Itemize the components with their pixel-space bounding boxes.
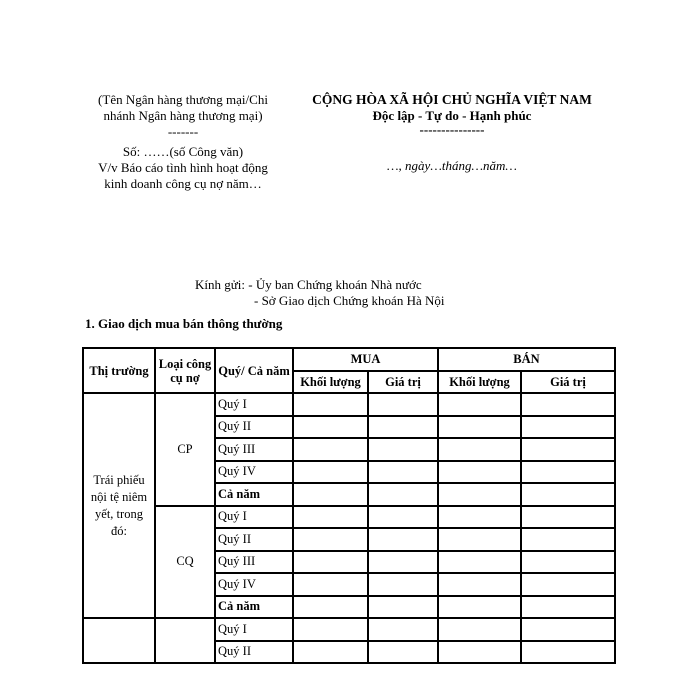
period-cell: Quý III bbox=[215, 438, 293, 461]
value-input-cell[interactable] bbox=[438, 438, 521, 461]
value-input-cell[interactable] bbox=[368, 416, 438, 439]
header-instrument: Loại công cụ nợ bbox=[155, 348, 215, 393]
document-subject: V/v Báo cáo tình hình hoạt động kinh doanh công cụ nợ năm… bbox=[98, 160, 268, 191]
recipient-line-2: - Sở Giao dịch Chứng khoán Hà Nội bbox=[254, 293, 445, 308]
period-cell: Quý IV bbox=[215, 461, 293, 484]
period-cell: Quý I bbox=[215, 506, 293, 529]
recipient-label: Kính gửi: bbox=[195, 277, 246, 292]
header-period: Quý/ Cả năm bbox=[215, 348, 293, 393]
value-input-cell[interactable] bbox=[521, 438, 615, 461]
value-input-cell[interactable] bbox=[293, 461, 368, 484]
value-input-cell[interactable] bbox=[438, 393, 521, 416]
period-cell: Quý I bbox=[215, 393, 293, 416]
value-input-cell[interactable] bbox=[521, 596, 615, 619]
value-input-cell[interactable] bbox=[368, 461, 438, 484]
value-input-cell[interactable] bbox=[368, 393, 438, 416]
date-line: …, ngày…tháng…năm… bbox=[386, 158, 517, 173]
value-input-cell[interactable] bbox=[368, 596, 438, 619]
value-input-cell[interactable] bbox=[293, 528, 368, 551]
header-sell-value: Giá trị bbox=[521, 371, 615, 394]
period-cell: Quý III bbox=[215, 551, 293, 574]
value-input-cell[interactable] bbox=[438, 641, 521, 664]
header-buy: MUA bbox=[293, 348, 438, 371]
table-body bbox=[83, 393, 615, 663]
value-input-cell[interactable] bbox=[293, 596, 368, 619]
value-input-cell[interactable] bbox=[521, 461, 615, 484]
value-input-cell[interactable] bbox=[368, 573, 438, 596]
value-input-cell[interactable] bbox=[368, 551, 438, 574]
value-input-cell[interactable] bbox=[293, 393, 368, 416]
right-divider: --------------- bbox=[419, 122, 485, 137]
value-input-cell[interactable] bbox=[368, 483, 438, 506]
header-buy-value: Giá trị bbox=[368, 371, 438, 394]
value-input-cell[interactable] bbox=[368, 506, 438, 529]
value-input-cell[interactable] bbox=[293, 551, 368, 574]
value-input-cell[interactable] bbox=[521, 528, 615, 551]
document-number: Số: ……(số Công văn) bbox=[122, 144, 244, 159]
value-input-cell[interactable] bbox=[521, 641, 615, 664]
value-input-cell[interactable] bbox=[438, 551, 521, 574]
country-title: CỘNG HÒA XÃ HỘI CHỦ NGHĨA VIỆT NAM bbox=[312, 92, 592, 107]
value-input-cell[interactable] bbox=[368, 618, 438, 641]
value-input-cell[interactable] bbox=[438, 596, 521, 619]
value-input-cell[interactable] bbox=[368, 641, 438, 664]
value-input-cell[interactable] bbox=[438, 483, 521, 506]
period-cell: Quý II bbox=[215, 528, 293, 551]
value-input-cell[interactable] bbox=[368, 528, 438, 551]
recipient-block bbox=[195, 277, 444, 309]
left-divider: ------- bbox=[167, 124, 199, 139]
instrument-cell bbox=[155, 618, 215, 663]
value-input-cell[interactable] bbox=[293, 573, 368, 596]
period-cell: Quý IV bbox=[215, 573, 293, 596]
trading-report-table bbox=[82, 347, 616, 664]
value-input-cell[interactable] bbox=[293, 483, 368, 506]
header-sell-volume: Khối lượng bbox=[438, 371, 521, 394]
period-cell: Quý II bbox=[215, 641, 293, 664]
period-cell: Cả năm bbox=[215, 483, 293, 506]
instrument-cell: CQ bbox=[155, 506, 215, 619]
sender-block bbox=[88, 92, 278, 192]
table-row bbox=[83, 393, 615, 416]
market-cell: Trái phiếu nội tệ niêm yết, trong đó: bbox=[83, 393, 155, 618]
section-title: 1. Giao dịch mua bán thông thường bbox=[85, 316, 283, 331]
value-input-cell[interactable] bbox=[521, 618, 615, 641]
value-input-cell[interactable] bbox=[438, 528, 521, 551]
instrument-cell: CP bbox=[155, 393, 215, 506]
period-cell: Cả năm bbox=[215, 596, 293, 619]
value-input-cell[interactable] bbox=[293, 506, 368, 529]
value-input-cell[interactable] bbox=[293, 641, 368, 664]
national-header bbox=[282, 92, 622, 174]
value-input-cell[interactable] bbox=[438, 506, 521, 529]
motto: Độc lập - Tự do - Hạnh phúc bbox=[372, 108, 532, 123]
value-input-cell[interactable] bbox=[521, 416, 615, 439]
value-input-cell[interactable] bbox=[438, 416, 521, 439]
value-input-cell[interactable] bbox=[521, 551, 615, 574]
value-input-cell[interactable] bbox=[293, 416, 368, 439]
table-row bbox=[83, 506, 615, 529]
bank-name: (Tên Ngân hàng thương mại/Chi nhánh Ngân hàng thương mại) bbox=[98, 92, 268, 123]
value-input-cell[interactable] bbox=[521, 573, 615, 596]
value-input-cell[interactable] bbox=[293, 618, 368, 641]
period-cell: Quý I bbox=[215, 618, 293, 641]
value-input-cell[interactable] bbox=[521, 506, 615, 529]
value-input-cell[interactable] bbox=[438, 461, 521, 484]
value-input-cell[interactable] bbox=[293, 438, 368, 461]
market-cell-continued bbox=[83, 618, 155, 663]
value-input-cell[interactable] bbox=[438, 573, 521, 596]
value-input-cell[interactable] bbox=[521, 393, 615, 416]
recipient-line-1: - Ủy ban Chứng khoán Nhà nước bbox=[248, 277, 422, 292]
period-cell: Quý II bbox=[215, 416, 293, 439]
table-row bbox=[83, 618, 615, 641]
header-market: Thị trường bbox=[83, 348, 155, 393]
header-buy-volume: Khối lượng bbox=[293, 371, 368, 394]
value-input-cell[interactable] bbox=[438, 618, 521, 641]
value-input-cell[interactable] bbox=[521, 483, 615, 506]
header-sell: BÁN bbox=[438, 348, 615, 371]
value-input-cell[interactable] bbox=[368, 438, 438, 461]
